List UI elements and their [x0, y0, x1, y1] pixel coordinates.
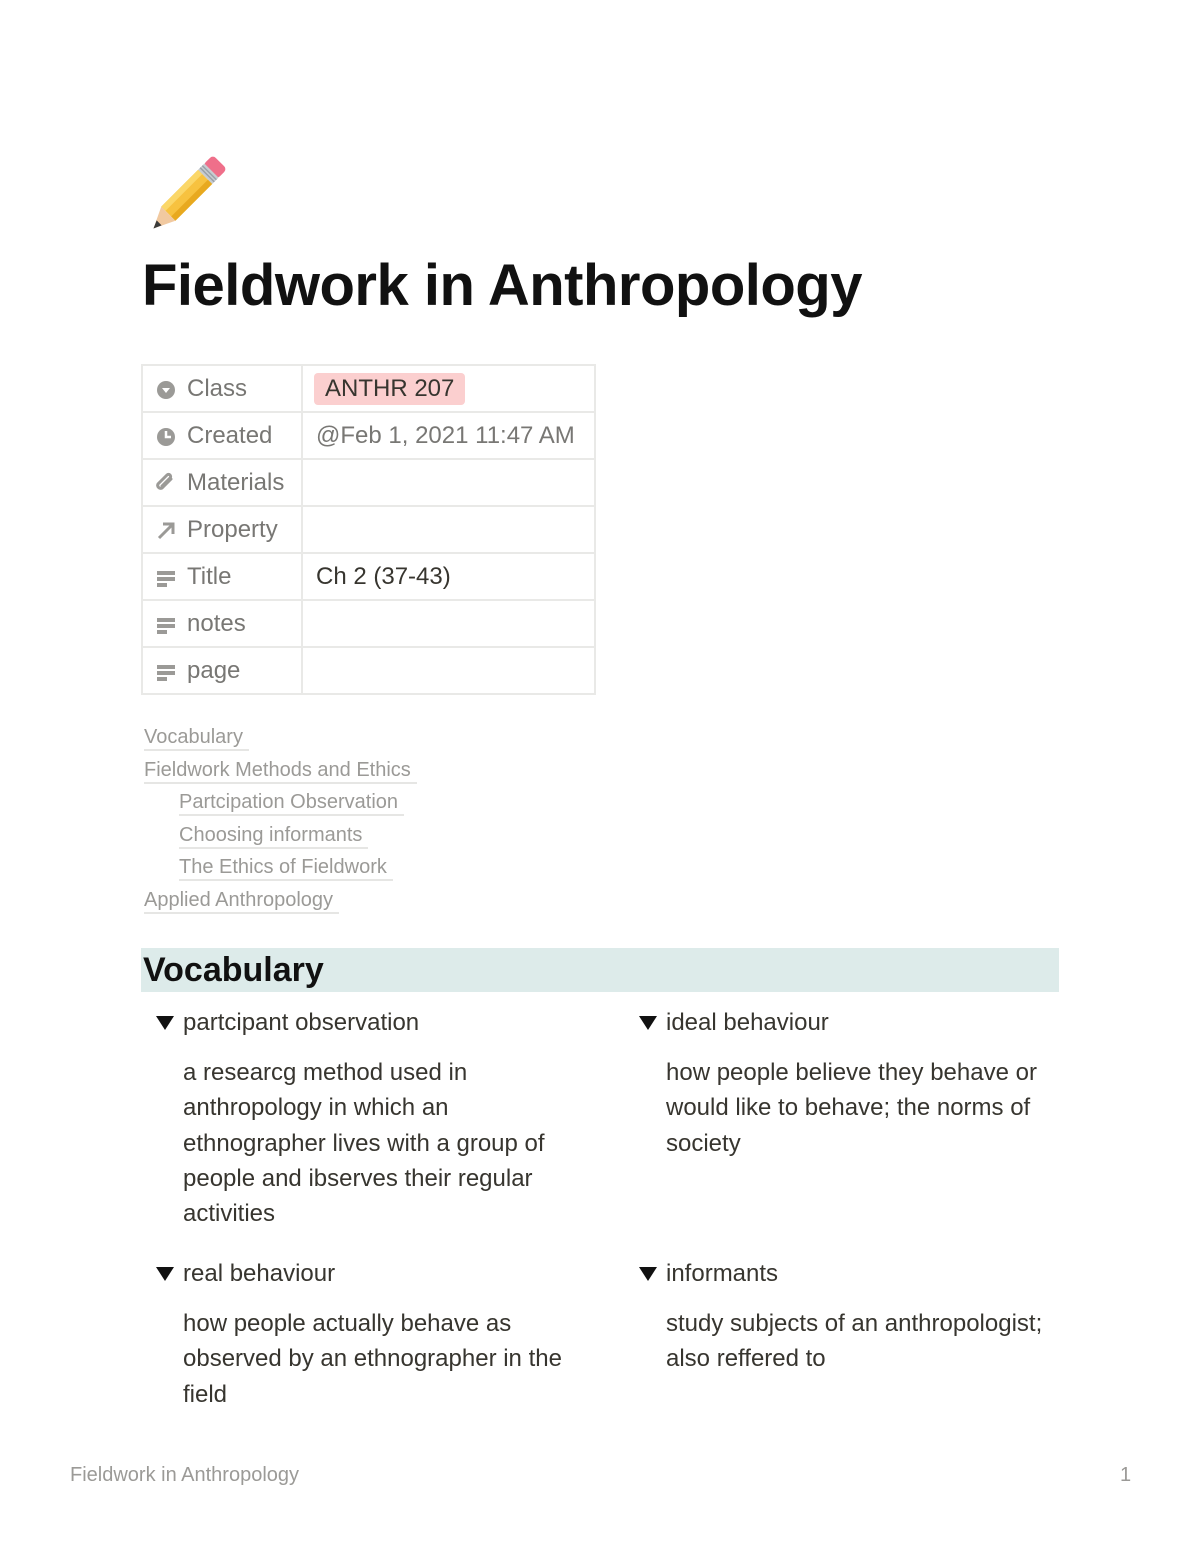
property-value[interactable] — [302, 506, 595, 553]
toggle-definition: how people actually behave as observed by an ethnographer in the field — [183, 1310, 562, 1408]
property-row-notes — [142, 600, 595, 647]
clock-icon — [155, 425, 177, 447]
footer-title: Fieldwork in Anthropology — [70, 1464, 300, 1486]
page-title: Fieldwork in Anthropology — [142, 253, 862, 318]
class-tag[interactable]: ANTHR 207 — [314, 373, 465, 405]
toc-link-ethics-of-fieldwork[interactable]: The Ethics of Fieldwork — [144, 854, 417, 887]
toggle-definition: study subjects of an anthropologist; also reffered to — [666, 1310, 1043, 1373]
toc-link-fieldwork-methods[interactable]: Fieldwork Methods and Ethics — [144, 757, 417, 790]
toc-link-applied-anthropology[interactable]: Applied Anthropology — [144, 887, 417, 920]
page-number: 1 — [1120, 1464, 1132, 1486]
title-value[interactable]: Ch 2 (37-43) — [302, 553, 595, 600]
table-of-contents — [144, 724, 417, 920]
property-label-notes: notes — [187, 609, 246, 637]
text-property-icon — [155, 660, 177, 682]
toc-link-choosing-informants[interactable]: Choosing informants — [144, 822, 417, 855]
properties-table — [141, 364, 596, 695]
select-property-icon — [155, 378, 177, 400]
property-row-materials — [142, 459, 595, 506]
toggle-header[interactable] — [141, 1259, 571, 1289]
paperclip-icon — [155, 472, 177, 494]
property-label-property: Property — [187, 515, 278, 543]
property-label-class: Class — [187, 374, 248, 402]
toggle-definition: how people believe they behave or would like to behave; the norms of society — [666, 1059, 1037, 1157]
notes-value[interactable] — [302, 600, 595, 647]
property-label-created: Created — [187, 421, 273, 449]
toggle-block — [141, 1008, 571, 1231]
property-label-title: Title — [187, 562, 232, 590]
materials-value[interactable] — [302, 459, 595, 506]
property-label-page: page — [187, 656, 241, 684]
property-row-property — [142, 506, 595, 553]
toggle-term: ideal behaviour — [666, 1009, 829, 1036]
toggle-block — [624, 1008, 1054, 1161]
toggle-term: real behaviour — [183, 1260, 336, 1287]
page-value[interactable] — [302, 647, 595, 694]
toggle-header[interactable] — [141, 1008, 571, 1038]
toggle-block — [141, 1259, 571, 1412]
section-heading-vocabulary: Vocabulary — [141, 948, 1059, 992]
arrow-up-right-icon — [155, 519, 177, 541]
property-row-class — [142, 365, 595, 412]
property-row-page — [142, 647, 595, 694]
caret-down-icon[interactable] — [639, 1267, 657, 1281]
property-row-created — [142, 412, 595, 459]
property-row-title — [142, 553, 595, 600]
toggle-definition: a researcg method used in anthropology in which an ethnographer lives with a group of people and ibserves their regular activities — [183, 1059, 545, 1228]
text-property-icon — [155, 613, 177, 635]
toggle-header[interactable] — [624, 1008, 1054, 1038]
toggle-term: informants — [666, 1260, 779, 1287]
toggle-block — [624, 1259, 1054, 1377]
text-property-icon — [155, 566, 177, 588]
caret-down-icon[interactable] — [639, 1016, 657, 1030]
toggle-header[interactable] — [624, 1259, 1054, 1289]
property-label-materials: Materials — [187, 468, 285, 496]
toggle-term: partcipant observation — [183, 1009, 420, 1036]
caret-down-icon[interactable] — [156, 1016, 174, 1030]
toc-link-participation-observation[interactable]: Partcipation Observation — [144, 789, 417, 822]
pencil-icon — [140, 150, 232, 242]
caret-down-icon[interactable] — [156, 1267, 174, 1281]
toc-link-vocabulary[interactable]: Vocabulary — [144, 724, 417, 757]
created-value: @Feb 1, 2021 11:47 AM — [302, 412, 595, 459]
